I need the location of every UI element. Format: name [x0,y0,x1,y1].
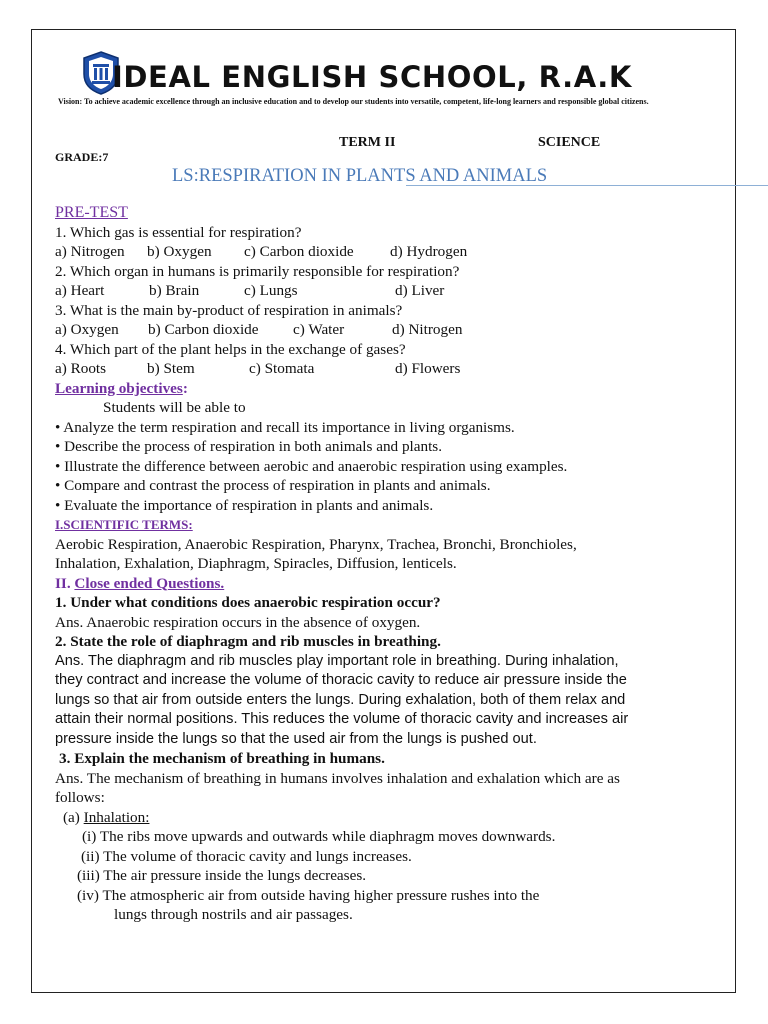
option-a: a) Oxygen [55,321,119,338]
section-number: II [55,574,67,592]
pretest-heading: PRE-TEST [55,204,128,221]
close-answer-2-line: they contract and increase the volume of thoracic cavity to reduce air pressure inside the [55,672,627,688]
question-4: 4. Which part of the plant helps in the exchange of gases? [55,340,406,358]
title-divider [406,185,768,186]
scientific-terms-line: Aerobic Respiration, Anaerobic Respiration, Pharynx, Trachea, Bronchi, Bronchioles, [55,535,577,553]
inhalation-step: (iii) The air pressure inside the lungs decreases. [77,867,367,884]
inhalation-step: (iv) The atmospheric air from outside having higher pressure rushes into the [77,886,540,904]
close-question-1: 1. Under what conditions does anaerobic respiration occur? [55,594,441,611]
option-c: c) Carbon dioxide [244,243,354,260]
inhalation-label: (a) [63,808,80,826]
option-a: a) Heart [55,282,105,299]
inhalation-title: Inhalation: [83,808,150,826]
inhalation-step: (i) The ribs move upwards and outwards while diaphragm moves downwards. [82,828,556,845]
option-a: a) Nitrogen [55,243,125,260]
objective-item: • Evaluate the importance of respiration in plants and animals. [55,496,434,514]
close-answer-2-line: Ans. The diaphragm and rib muscles play important role in breathing. During inhalation, [55,652,619,669]
close-question-3: 3. Explain the mechanism of breathing in humans. [59,750,385,767]
close-answer-1: Ans. Anaerobic respiration occurs in the absence of oxygen. [55,613,421,631]
question-3: 3. What is the main by-product of respiration in animals? [55,301,403,319]
objectives-intro: Students will be able to [103,399,246,416]
close-answer-2-line: pressure inside the lungs so that the used air from the lungs is pushed out. [55,730,537,747]
objectives-title: Learning objectives [55,379,183,397]
objective-item: • Analyze the term respiration and recall its importance in living organisms. [55,418,515,436]
option-c: c) Lungs [244,282,298,299]
inhalation-step: (ii) The volume of thoracic cavity and lungs increases. [81,847,412,865]
option-c: c) Water [293,321,345,338]
options-4 [55,359,735,379]
objective-item: • Illustrate the difference between aerobic and anaerobic respiration using examples. [55,457,568,475]
option-b: b) Stem [147,360,195,377]
options-2 [55,281,735,301]
close-question-2: 2. State the role of diaphragm and rib muscles in breathing. [55,633,441,650]
option-b: b) Oxygen [147,243,212,260]
question-2: 2. Which organ in humans is primarily responsible for respiration? [55,262,460,280]
option-d: d) Hydrogen [390,243,468,260]
vision-statement: Vision: To achieve academic excellence through an inclusive education and to develop our students into versatile, competent, life-long learners and responsible global citizens. [58,97,649,106]
question-1: 1. Which gas is essential for respiration? [55,223,302,241]
page-title: LS:RESPIRATION IN PLANTS AND ANIMALS [172,166,548,186]
options-1 [55,242,735,262]
close-answer-2-line: lungs so that air from outside enters the lungs. During exhalation, both of them relax and [55,691,626,708]
grade-label: GRADE:7 [55,150,109,164]
option-d: d) Flowers [395,360,461,377]
option-a: a) Roots [55,360,107,377]
option-b: b) Carbon dioxide [148,321,259,338]
inhalation-heading [55,808,735,828]
objective-item: • Compare and contrast the process of respiration in plants and animals. [55,477,491,494]
objectives-colon: : [182,379,188,397]
subject-label: SCIENCE [538,135,601,150]
close-ended-heading [55,574,735,594]
close-answer-3-line: Ans. The mechanism of breathing in humans involves inhalation and exhalation which are as [55,769,620,787]
options-3 [55,320,735,340]
scientific-terms-line: Inhalation, Exhalation, Diaphragm, Spiracles, Diffusion, lenticels. [55,555,457,572]
section-title: Close ended Questions. [74,574,225,592]
objective-item: • Describe the process of respiration in both animals and plants. [55,438,443,455]
option-d: d) Liver [395,282,445,299]
worksheet-body [55,203,735,925]
close-answer-3-line: follows: [55,789,105,806]
term-label: TERM II [339,135,396,150]
scientific-terms-heading: I.SCIENTIFIC TERMS: [55,517,193,532]
objectives-heading [55,379,735,399]
close-answer-2-line: attain their normal positions. This reduces the volume of thoracic cavity and increases air [55,711,629,727]
option-d: d) Nitrogen [392,321,463,338]
section-dot: . [66,574,71,592]
option-b: b) Brain [149,282,200,299]
school-name: IDEAL ENGLISH SCHOOL, R.A.K [112,60,632,94]
option-c: c) Stomata [249,360,315,377]
inhalation-step-continued: lungs through nostrils and air passages. [114,906,353,923]
